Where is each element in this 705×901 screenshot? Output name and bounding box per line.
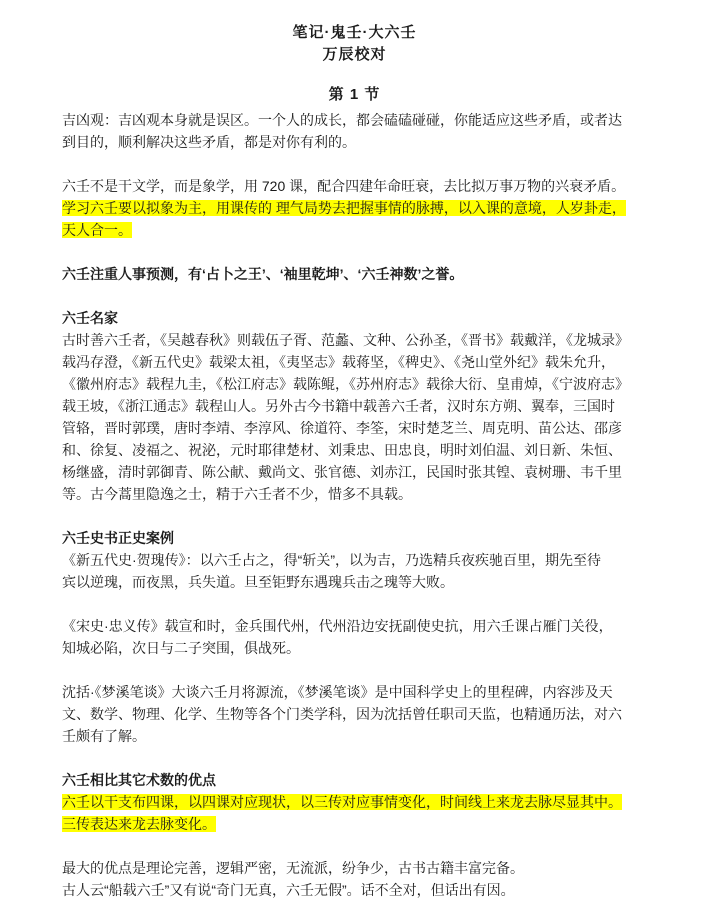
doc-subtitle: 万辰校对 [322, 46, 387, 63]
text-run: 六壬相比其它术数的优点 [62, 772, 216, 788]
text-run: 壬颇有了解。 [62, 728, 146, 744]
highlighted-text: 三传表达来龙去脉变化。 [62, 816, 216, 832]
text-line [62, 175, 647, 197]
text-line [62, 417, 647, 439]
paragraph [62, 329, 647, 505]
paragraph [62, 109, 647, 153]
paragraph [62, 791, 647, 835]
doc-title: 笔记·鬼壬·大六壬 [292, 24, 417, 41]
text-run: 《宋史·忠义传》载宣和时，金兵围代州，代州沿边安抚副使史抗，用六壬课占雁门关役， [62, 618, 613, 634]
text-line [62, 791, 647, 813]
text-run: 沈括·《梦溪笔谈》大谈六壬月将源流，《梦溪笔谈》是中国科学史上的里程碑，内容涉及天 [62, 684, 613, 700]
text-line [62, 549, 647, 571]
highlighted-text: 天人合一。 [62, 222, 132, 238]
text-run: 管辂，晋时郭璞，唐时李靖、李淳风、徐道符、李筌，宋时楚芝兰、周克明、苗公达、邵彦 [62, 420, 622, 436]
text-run: 载王坡，《浙江通志》载程山人。另外古今书籍中载善六壬者，汉时东方朔、翼奉，三国时 [62, 398, 615, 414]
text-run: 古人云“船载六壬”又有说“奇门无真，六壬无假”。话不全对，但话出有因。 [62, 882, 515, 898]
text-line [62, 527, 647, 549]
text-line [62, 813, 647, 835]
text-line [62, 879, 647, 901]
text-run: 《徽州府志》载程九圭，《松江府志》载陈鲲，《苏州府志》载徐大衍、皇甫焯，《宁波府志》 [62, 376, 629, 392]
paragraph [62, 549, 647, 593]
text-line [62, 329, 647, 351]
section-heading [62, 527, 647, 549]
text-run: 六壬注重人事预测，有‘占卜之王’、‘袖里乾坤’、‘六壬神数’之誉。 [62, 266, 464, 282]
document-header [62, 22, 647, 66]
text-run: 文、数学、物理、化学、生物等各个门类学科，因为沈括曾任职司天监，也精通历法，对六 [62, 706, 622, 722]
text-line [62, 131, 647, 153]
text-run: 知城必陷，次日与二子突围，俱战死。 [62, 640, 300, 656]
text-line [62, 197, 647, 219]
text-line [62, 483, 647, 505]
text-line [62, 857, 647, 879]
text-line [62, 725, 647, 747]
text-line [62, 461, 647, 483]
text-line [62, 219, 647, 241]
text-line [62, 351, 647, 373]
text-line [62, 263, 647, 285]
text-line [62, 307, 647, 329]
text-run: 最大的优点是理论完善，逻辑严密，无流派，纷争少，古书古籍丰富完备。 [62, 860, 524, 876]
text-run: 六壬史书正史案例 [62, 530, 174, 546]
document-body [62, 109, 647, 901]
text-line [62, 571, 647, 593]
section-number-heading: 第 1 节 [328, 86, 381, 103]
text-run: 吉凶观：吉凶观本身就是误区。一个人的成长，都会磕磕碰碰，你能适应这些矛盾，或者达 [62, 112, 622, 128]
text-run: 和、徐复、凌福之、祝泌，元时耶律楚材、刘秉忠、田忠良，明时刘伯温、刘日新、朱恒、 [62, 442, 622, 458]
text-line [62, 615, 647, 637]
paragraph [62, 615, 647, 659]
highlighted-text: 学习六壬要以拟象为主，用课传的 理气局势去把握事情的脉搏，以入课的意境，人岁卦走， [62, 200, 626, 216]
paragraph [62, 681, 647, 747]
text-run: 到目的，顺利解决这些矛盾，都是对你有利的。 [62, 134, 356, 150]
text-line [62, 769, 647, 791]
text-line [62, 395, 647, 417]
text-line [62, 439, 647, 461]
text-line [62, 681, 647, 703]
text-run: 宾以逆瑰，而夜黑，兵失道。旦至钜野东遇瑰兵击之瑰等大败。 [62, 574, 454, 590]
text-run: 载冯存澄，《新五代史》载梁太祖，《夷坚志》载蒋坚，《稗史》、《尧山堂外纪》载朱允升， [62, 354, 615, 370]
text-run: 杨继盛，清时郭御青、陈公献、戴尚文、张官德、刘赤江，民国时张其锽、袁树珊、韦千里 [62, 464, 622, 480]
text-run: 等。古今蒿里隐逸之士，精于六壬者不少，惜多不具载。 [62, 486, 412, 502]
highlighted-text: 六壬以干支布四课，以四课对应现状，以三传对应事情变化，时间线上来龙去脉尽显其中。 [62, 794, 622, 810]
paragraph [62, 175, 647, 241]
text-run: 《新五代史·贺瑰传》：以六壬占之，得“斩关”，以为吉，乃选精兵夜疾驰百里，期先至待 [62, 552, 601, 568]
text-run: 六壬名家 [62, 310, 118, 326]
paragraph [62, 263, 647, 285]
section-heading [62, 769, 647, 791]
text-line [62, 373, 647, 395]
text-run: 六壬不是干文学，而是象学，用 720 课，配合四建年命旺衰，去比拟万事万物的兴衰矛盾。 [62, 178, 626, 194]
text-line [62, 109, 647, 131]
text-line [62, 637, 647, 659]
section-heading [62, 307, 647, 329]
text-run: 古时善六壬者，《吴越春秋》则载伍子胥、范蠡、文种、公孙圣，《晋书》载戴洋，《龙城录》 [62, 332, 629, 348]
text-line [62, 703, 647, 725]
